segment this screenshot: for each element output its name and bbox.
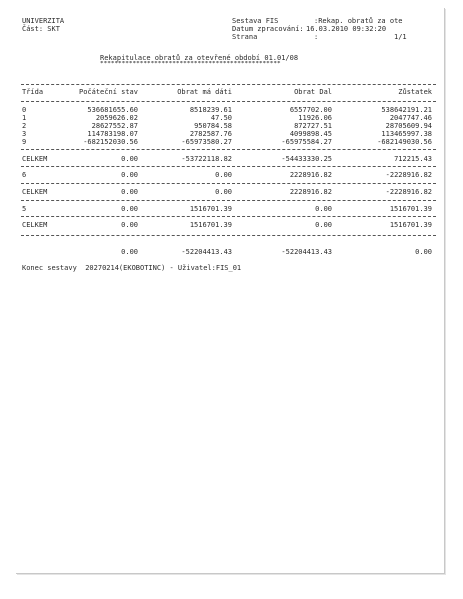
row-debit: -65973580.27 — [181, 138, 232, 146]
total-start: 0.00 — [121, 188, 138, 196]
total-credit: -54433330.25 — [281, 155, 332, 163]
row-class: 1 — [22, 114, 27, 122]
separator — [21, 216, 436, 217]
total-label: CELKEM — [22, 155, 48, 163]
row-start: 114783198.07 — [87, 130, 138, 138]
row-balance: 538642191.21 — [381, 106, 432, 114]
total-balance: -2228916.82 — [385, 188, 432, 196]
total-debit: 1516701.39 — [189, 221, 232, 229]
page-label: Strana — [232, 33, 258, 41]
row-start: 0.00 — [121, 205, 138, 213]
total-balance: 1516701.39 — [389, 221, 432, 229]
page-separator: : — [314, 33, 319, 41]
report-title: Rekapitulace obratů za otevřené období 01.01/08 — [100, 54, 299, 62]
row-start: 536681655.60 — [87, 106, 138, 114]
row-debit: 1516701.39 — [189, 205, 232, 213]
row-balance: 113465997.38 — [381, 130, 432, 138]
row-balance: 28705609.94 — [385, 122, 432, 130]
part-label: Část: SKT — [22, 25, 60, 33]
row-class: 2 — [22, 122, 27, 130]
row-debit: 47.50 — [210, 114, 232, 122]
report-footer: Konec sestavy 20270214(EKOBOTINC) - Uživatel:FIS_01 — [22, 264, 242, 272]
separator — [21, 183, 436, 184]
date-label: Datum zpracování: — [232, 25, 304, 33]
row-credit: 2228916.82 — [289, 171, 332, 179]
grand-start: 0.00 — [121, 248, 138, 256]
row-debit: 0.00 — [215, 171, 232, 179]
total-start: 0.00 — [121, 221, 138, 229]
total-debit: -53722118.82 — [181, 155, 232, 163]
row-start: -682152030.56 — [83, 138, 138, 146]
col-debit-header: Obrat má dáti — [177, 88, 232, 96]
separator — [21, 166, 436, 167]
col-start-header: Počáteční stav — [78, 88, 138, 96]
separator — [21, 149, 436, 150]
row-class: 0 — [22, 106, 27, 114]
separator — [21, 200, 436, 201]
col-class-header: Třída — [22, 88, 44, 96]
title-underline: ************************************************** — [100, 61, 281, 67]
row-balance: 2047747.46 — [389, 114, 432, 122]
row-credit: 4099898.45 — [289, 130, 332, 138]
row-credit: 11926.06 — [298, 114, 332, 122]
organization-name: UNIVERZITA — [22, 17, 65, 25]
col-credit-header: Obrat Dal — [294, 88, 332, 96]
grand-credit: -52204413.43 — [281, 248, 332, 256]
report-page — [16, 8, 445, 574]
separator — [21, 84, 436, 85]
row-balance: -682149030.56 — [377, 138, 432, 146]
total-label: CELKEM — [22, 188, 48, 196]
row-class: 9 — [22, 138, 27, 146]
row-debit: 2782587.76 — [189, 130, 232, 138]
row-class: 3 — [22, 130, 27, 138]
report-label: Sestava FIS — [232, 17, 279, 25]
row-start: 0.00 — [121, 171, 138, 179]
total-balance: 712215.43 — [394, 155, 432, 163]
row-credit: -65975584.27 — [281, 138, 332, 146]
row-credit: 0.00 — [315, 205, 332, 213]
total-debit: 0.00 — [215, 188, 232, 196]
grand-debit: -52204413.43 — [181, 248, 232, 256]
page-number: 1/1 — [394, 33, 407, 41]
total-credit: 2228916.82 — [289, 188, 332, 196]
separator — [21, 235, 436, 236]
row-credit: 872727.51 — [294, 122, 332, 130]
total-credit: 0.00 — [315, 221, 332, 229]
row-class: 5 — [22, 205, 27, 213]
total-label: CELKEM — [22, 221, 48, 229]
grand-balance: 0.00 — [415, 248, 432, 256]
row-balance: 1516701.39 — [389, 205, 432, 213]
row-debit: 8518239.61 — [189, 106, 232, 114]
row-credit: 6557702.00 — [289, 106, 332, 114]
row-class: 6 — [22, 171, 27, 179]
row-start: 28627552.87 — [91, 122, 138, 130]
row-start: 2059626.02 — [95, 114, 138, 122]
total-start: 0.00 — [121, 155, 138, 163]
date-value: 16.03.2010 09:32:20 — [306, 25, 387, 33]
report-value: :Rekap. obratů za ote — [314, 17, 403, 25]
separator — [21, 101, 436, 102]
col-balance-header: Zůstatek — [398, 88, 432, 96]
row-balance: -2228916.82 — [385, 171, 432, 179]
row-debit: 950784.58 — [194, 122, 232, 130]
